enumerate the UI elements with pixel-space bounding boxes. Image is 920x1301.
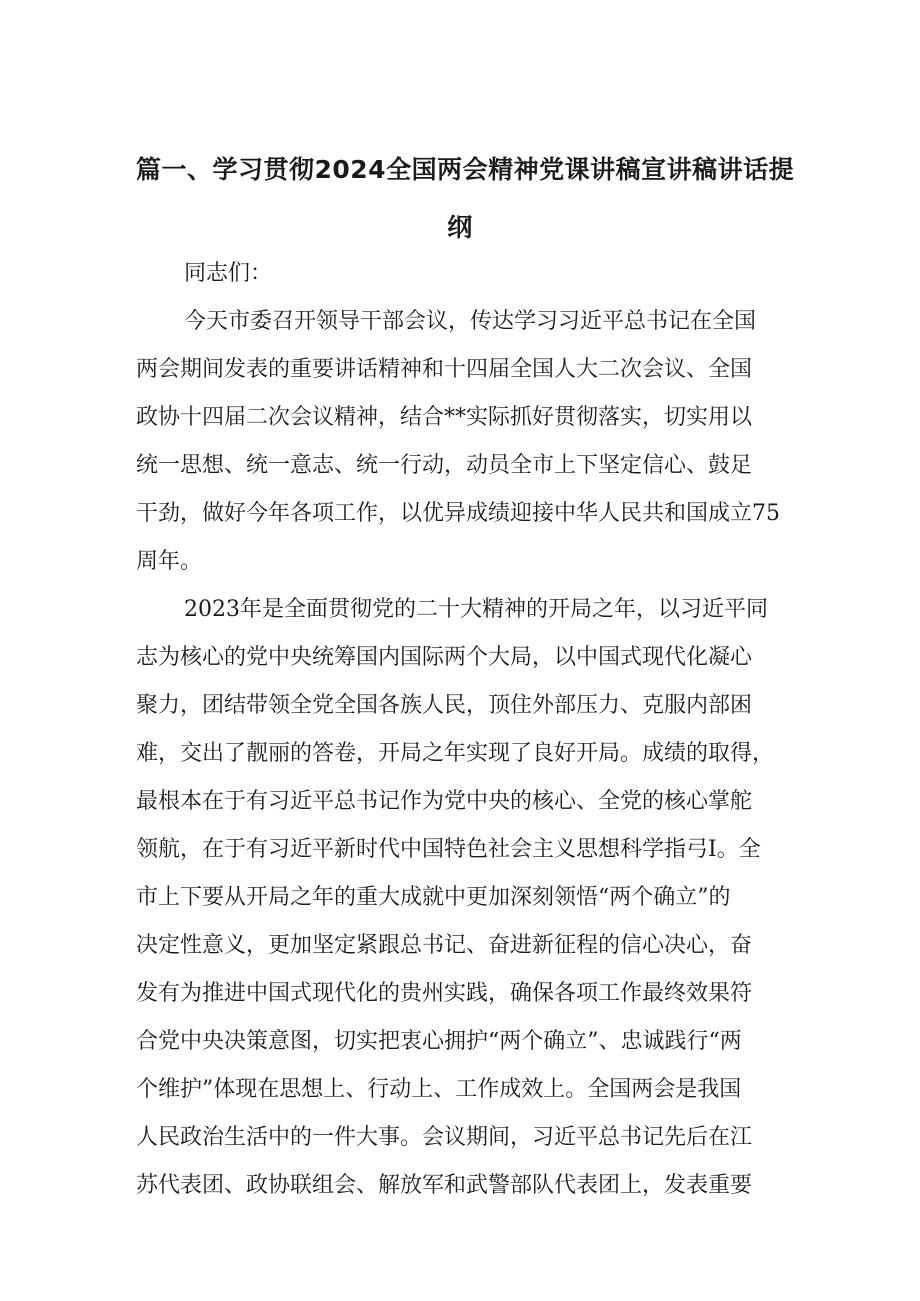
- paragraph-2-line: 合党中央决策意图，切实把衷心拥护“两个确立”、忠诚践行“两: [136, 1029, 742, 1054]
- paragraph-2-line: 最根本在于有习近平总书记作为党中央的核心、全党的核心掌舵: [136, 789, 753, 814]
- paragraph-2-line: 志为核心的党中央统筹国内国际两个大局，以中国式现代化凝心: [136, 645, 753, 670]
- paragraph-2-line: 领航，在于有习近平新时代中国特色社会主义思想科学指弓I。全: [136, 837, 761, 862]
- paragraph-1-line: 干劲，做好今年各项工作，以优异成绩迎接中华人民共和国成立75: [136, 501, 780, 526]
- document-title-line-2: 纲: [447, 213, 473, 242]
- paragraph-1-line: 周年。: [136, 549, 203, 574]
- paragraph-2-line: 人民政治生活中的一件大事。会议期间，习近平总书记先后在江: [136, 1125, 753, 1150]
- paragraph-1-line: 两会期间发表的重要讲话精神和十四届全国人大二次会议、全国: [136, 357, 753, 382]
- document-title-line-1: 篇一、学习贯彻2024全国两会精神党课讲稿宣讲稿讲话提: [136, 155, 795, 184]
- salutation: 同志们：: [184, 261, 273, 286]
- paragraph-2-line: 苏代表团、政协联组会、解放军和武警部队代表团上，发表重要: [136, 1173, 753, 1198]
- paragraph-2-line: 个维护”体现在思想上、行动上、工作成效上。全国两会是我国: [136, 1077, 742, 1102]
- paragraph-2-line: 聚力，团结带领全党全国各族人民，顶住外部压力、克服内部困: [136, 693, 753, 718]
- paragraph-2-line: 市上下要从开局之年的重大成就中更加深刻领悟“两个确立”的: [136, 885, 731, 910]
- paragraph-1-line: 统一思想、统一意志、统一行动，动员全市上下坚定信心、鼓足: [136, 453, 753, 478]
- paragraph-2-line: 难，交出了靓丽的答卷，开局之年实现了良好开局。成绩的取得，: [136, 741, 775, 766]
- paragraph-2-line: 决定性意义，更加坚定紧跟总书记、奋进新征程的信心决心，奋: [136, 933, 753, 958]
- paragraph-1-line: 今天市委召开领导干部会议，传达学习习近平总书记在全国: [184, 309, 757, 334]
- paragraph-2-line: 2023年是全面贯彻党的二十大精神的开局之年，以习近平同: [184, 597, 768, 622]
- paragraph-1-line: 政协十四届二次会议精神，结合**实际抓好贯彻落实，切实用以: [136, 405, 753, 430]
- paragraph-2-line: 发有为推进中国式现代化的贵州实践，确保各项工作最终效果符: [136, 981, 753, 1006]
